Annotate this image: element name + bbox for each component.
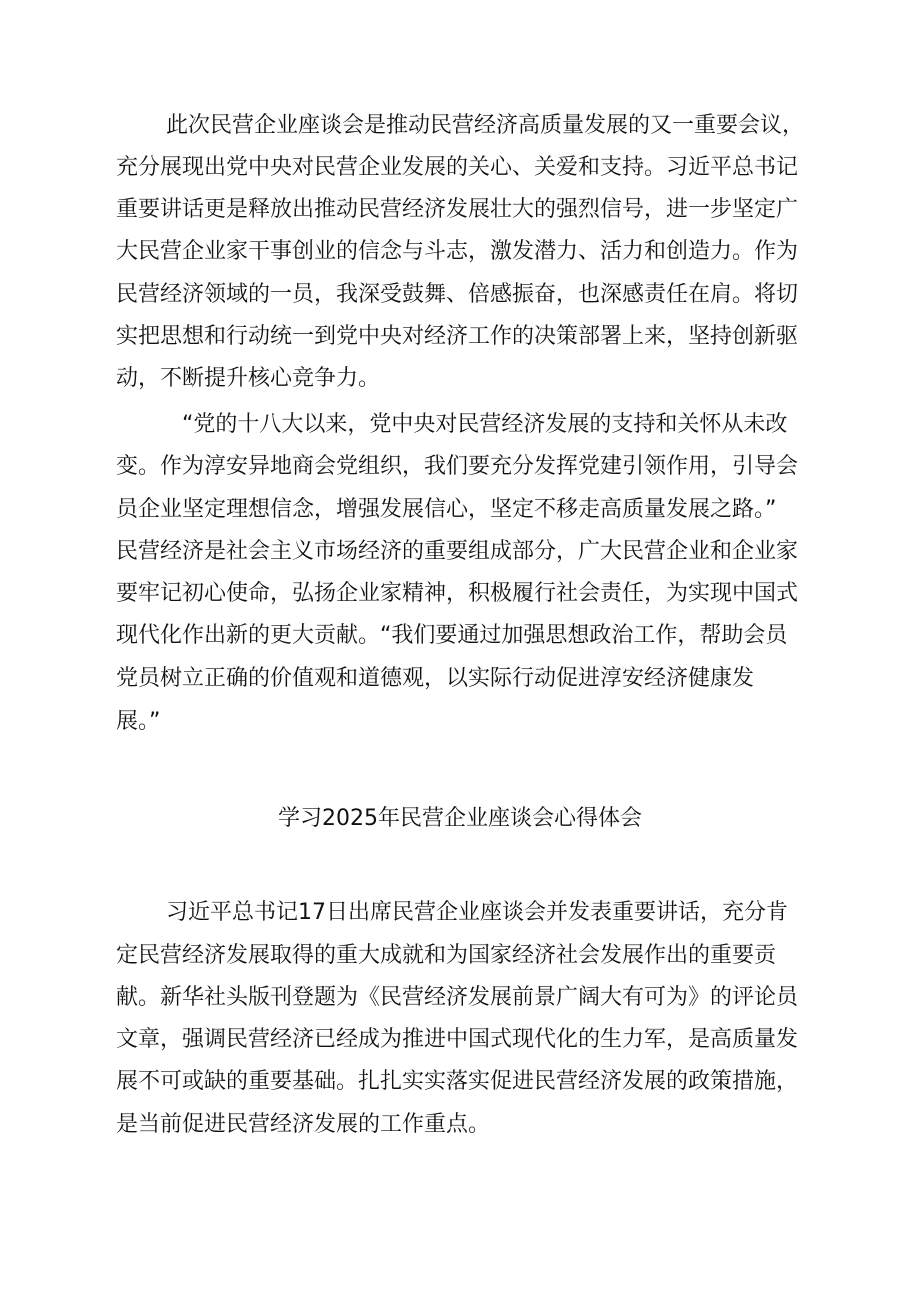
paragraph-1-line-3: 重要讲话更是释放出推动民营经济发展壮大的强烈信号，进一步坚定广 (116, 197, 799, 222)
paragraph-1-line-5: 民营经济领域的一员，我深受鼓舞、倍感振奋，也深感责任在肩。将切 (116, 282, 799, 307)
paragraph-1-line-6: 实把思想和行动统一到党中央对经济工作的决策部署上来，坚持创新驱 (116, 324, 799, 349)
paragraph-1-line-2: 充分展现出党中央对民营企业发展的关心、关爱和支持。习近平总书记 (116, 155, 799, 180)
paragraph-2-line-1: “党的十八大以来，党中央对民营经济发展的支持和关怀从未改 (182, 412, 788, 437)
paragraph-2-line-4: 民营经济是社会主义市场经济的重要组成部分，广大民营企业和企业家 (116, 539, 799, 564)
paragraph-2-line-6: 现代化作出新的更大贡献。“我们要通过加强思想政治工作，帮助会员 (116, 623, 788, 648)
paragraph-2-line-3: 员企业坚定理想信念，增强发展信心，坚定不移走高质量发展之路。” (116, 497, 777, 522)
paragraph-1-line-4: 大民营企业家干事创业的信念与斗志，激发潜力、活力和创造力。作为 (116, 239, 799, 264)
section-paragraph-line-1: 习近平总书记17日出席民营企业座谈会并发表重要讲话，充分肯 (166, 900, 788, 925)
paragraph-1-line-7: 动，不断提升核心竞争力。 (116, 366, 381, 391)
section-paragraph-line-5: 展不可或缺的重要基础。扎扎实实落实促进民营经济发展的政策措施， (116, 1069, 799, 1094)
section-paragraph-line-6: 是当前促进民营经济发展的工作重点。 (116, 1112, 491, 1137)
section-paragraph-line-4: 文章，强调民营经济已经成为推进中国式现代化的生力军，是高质量发 (116, 1027, 799, 1052)
section-paragraph-line-3: 献。新华社头版刊登题为《民营经济发展前景广阔大有可为》的评论员 (116, 985, 799, 1010)
paragraph-1-line-1: 此次民营企业座谈会是推动民营经济高质量发展的又一重要会议， (166, 113, 805, 138)
paragraph-2-line-2: 变。作为淳安异地商会党组织，我们要充分发挥党建引领作用，引导会 (116, 454, 799, 479)
paragraph-2-line-8: 展。” (116, 709, 161, 734)
section-title: 学习2025年民营企业座谈会心得体会 (278, 806, 642, 831)
paragraph-2-line-5: 要牢记初心使命，弘扬企业家精神，积极履行社会责任，为实现中国式 (116, 581, 799, 606)
paragraph-2-line-7: 党员树立正确的价值观和道德观，以实际行动促进淳安经济健康发 (116, 666, 755, 691)
section-paragraph-line-2: 定民营经济发展取得的重大成就和为国家经济社会发展作出的重要贡 (116, 943, 777, 968)
